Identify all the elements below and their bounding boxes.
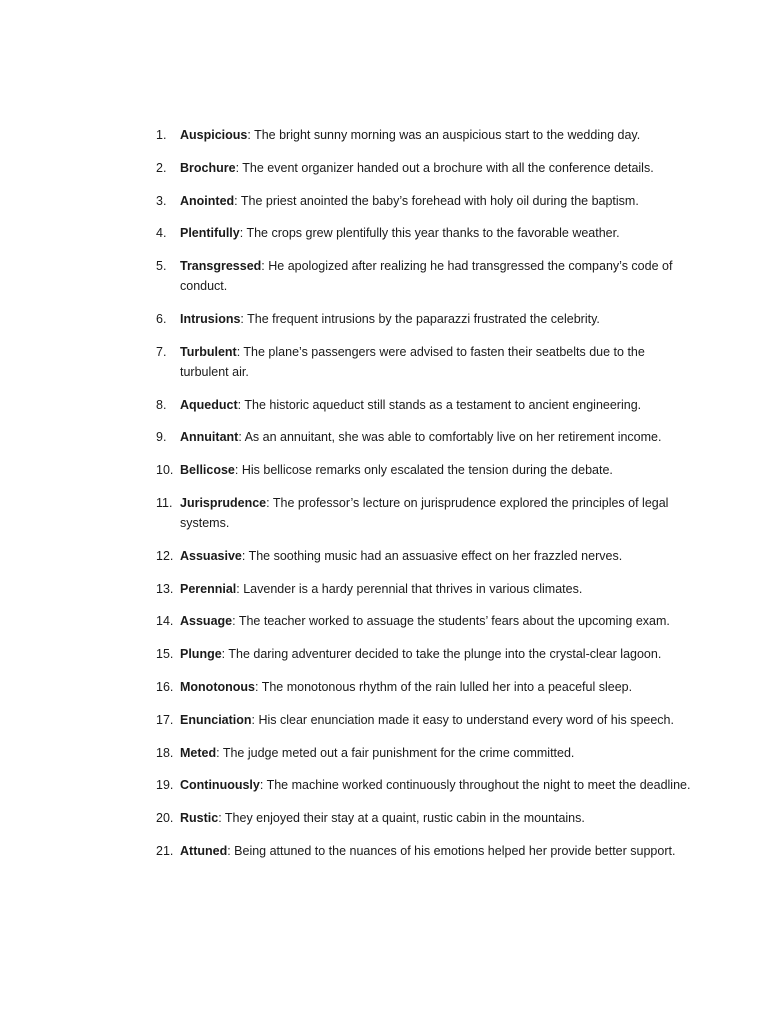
item-number: 16. xyxy=(156,679,174,694)
item-number: 1. xyxy=(156,128,167,142)
item-term: Intrusions xyxy=(180,311,241,326)
item-text xyxy=(180,579,691,599)
item-term: Attuned xyxy=(180,843,228,858)
item-text xyxy=(180,125,691,145)
item-definition: : The event organizer handed out a brochure with all the conference details. xyxy=(235,160,654,175)
list-item xyxy=(156,677,691,697)
item-term: Anointed xyxy=(180,193,235,208)
vocabulary-list xyxy=(156,125,691,874)
list-item xyxy=(156,808,691,828)
item-number: 13. xyxy=(156,581,174,596)
item-text xyxy=(180,223,691,243)
item-text xyxy=(180,427,691,447)
list-item xyxy=(156,546,691,566)
item-term: Jurisprudence xyxy=(180,495,267,510)
item-definition: : Being attuned to the nuances of his emotions helped her provide better support. xyxy=(227,843,676,858)
item-term: Perennial xyxy=(180,581,237,596)
item-term: Assuasive xyxy=(180,548,242,563)
item-term: Enunciation xyxy=(180,712,252,727)
item-number: 3. xyxy=(156,193,167,208)
list-item xyxy=(156,841,691,861)
list-item xyxy=(156,460,691,480)
item-definition: : Lavender is a hardy perennial that thrives in various climates. xyxy=(236,581,583,596)
item-definition: : The bright sunny morning was an auspicious start to the wedding day. xyxy=(247,128,641,142)
item-number: 8. xyxy=(156,397,167,412)
item-definition: : The crops grew plentifully this year thanks to the favorable weather. xyxy=(239,226,620,241)
item-term: Aqueduct xyxy=(180,397,238,412)
item-text xyxy=(180,808,691,828)
item-definition: : The daring adventurer decided to take the plunge into the crystal-clear lagoon. xyxy=(221,647,662,662)
item-term: Continuously xyxy=(180,778,260,793)
list-item xyxy=(156,579,691,599)
item-number: 2. xyxy=(156,160,167,175)
list-item xyxy=(156,395,691,415)
list-item xyxy=(156,611,691,631)
item-text xyxy=(180,158,691,178)
list-item xyxy=(156,427,691,447)
item-term: Annuitant xyxy=(180,430,239,445)
item-definition: : They enjoyed their stay at a quaint, rustic cabin in the mountains. xyxy=(218,811,585,826)
item-term: Plunge xyxy=(180,647,222,662)
list-item xyxy=(156,775,691,795)
item-number: 21. xyxy=(156,843,174,858)
item-number: 15. xyxy=(156,647,174,662)
list-item xyxy=(156,125,691,145)
item-term: Plentifully xyxy=(180,226,240,241)
list-item xyxy=(156,710,691,730)
item-text xyxy=(180,309,691,329)
item-definition: : The monotonous rhythm of the rain lulled her into a peaceful sleep. xyxy=(254,679,633,694)
item-definition: : The judge meted out a fair punishment for the crime committed. xyxy=(216,745,575,760)
item-text xyxy=(180,775,691,795)
item-term: Monotonous xyxy=(180,679,255,694)
item-text xyxy=(180,256,691,296)
item-number: 4. xyxy=(156,226,167,241)
item-text xyxy=(180,395,691,415)
item-term: Assuage xyxy=(180,614,233,629)
item-number: 18. xyxy=(156,745,174,760)
item-term: Rustic xyxy=(180,811,219,826)
item-definition: : The historic aqueduct still stands as a testament to ancient engineering. xyxy=(237,397,642,412)
item-number: 7. xyxy=(156,344,167,359)
item-term: Brochure xyxy=(180,160,236,175)
list-item xyxy=(156,493,691,533)
item-number: 17. xyxy=(156,712,174,727)
item-number: 9. xyxy=(156,430,167,445)
item-text xyxy=(180,644,691,664)
item-term: Transgressed xyxy=(180,259,262,274)
item-definition: : The soothing music had an assuasive effect on her frazzled nerves. xyxy=(241,548,623,563)
item-definition: : He apologized after realizing he had transgressed the company’s code of conduct. xyxy=(180,259,673,294)
list-item xyxy=(156,743,691,763)
item-text xyxy=(180,841,691,861)
item-text xyxy=(180,611,691,631)
item-definition: : As an annuitant, she was able to comfortably live on her retirement income. xyxy=(238,430,662,445)
item-number: 12. xyxy=(156,548,174,563)
item-definition: : The machine worked continuously throughout the night to meet the deadline. xyxy=(259,778,691,793)
item-term: Auspicious xyxy=(180,128,248,142)
item-number: 6. xyxy=(156,311,167,326)
item-number: 5. xyxy=(156,259,167,274)
list-item xyxy=(156,309,691,329)
item-text xyxy=(180,493,691,533)
list-item xyxy=(156,342,691,382)
item-term: Bellicose xyxy=(180,463,235,478)
item-definition: : The teacher worked to assuage the students’ fears about the upcoming exam. xyxy=(232,614,670,629)
list-item xyxy=(156,223,691,243)
item-definition: : The frequent intrusions by the paparazzi frustrated the celebrity. xyxy=(240,311,600,326)
list-item xyxy=(156,191,691,211)
item-number: 19. xyxy=(156,778,174,793)
item-number: 14. xyxy=(156,614,174,629)
item-number: 20. xyxy=(156,811,174,826)
item-definition: : The plane’s passengers were advised to fasten their seatbelts due to the turbulent air. xyxy=(180,344,645,379)
item-term: Turbulent xyxy=(180,344,237,359)
item-definition: : His bellicose remarks only escalated the tension during the debate. xyxy=(234,463,613,478)
item-text xyxy=(180,342,691,382)
item-definition: : The professor’s lecture on jurisprudence explored the principles of legal systems. xyxy=(180,495,669,530)
list-item xyxy=(156,644,691,664)
item-text xyxy=(180,546,691,566)
item-definition: : The priest anointed the baby’s forehead with holy oil during the baptism. xyxy=(234,193,639,208)
item-number: 11. xyxy=(156,495,173,510)
item-definition: : His clear enunciation made it easy to understand every word of his speech. xyxy=(251,712,674,727)
item-text xyxy=(180,743,691,763)
list-item xyxy=(156,256,691,296)
item-term: Meted xyxy=(180,745,217,760)
item-text xyxy=(180,677,691,697)
item-text xyxy=(180,710,691,730)
item-number: 10. xyxy=(156,463,174,478)
item-text xyxy=(180,191,691,211)
item-text xyxy=(180,460,691,480)
list-item xyxy=(156,158,691,178)
